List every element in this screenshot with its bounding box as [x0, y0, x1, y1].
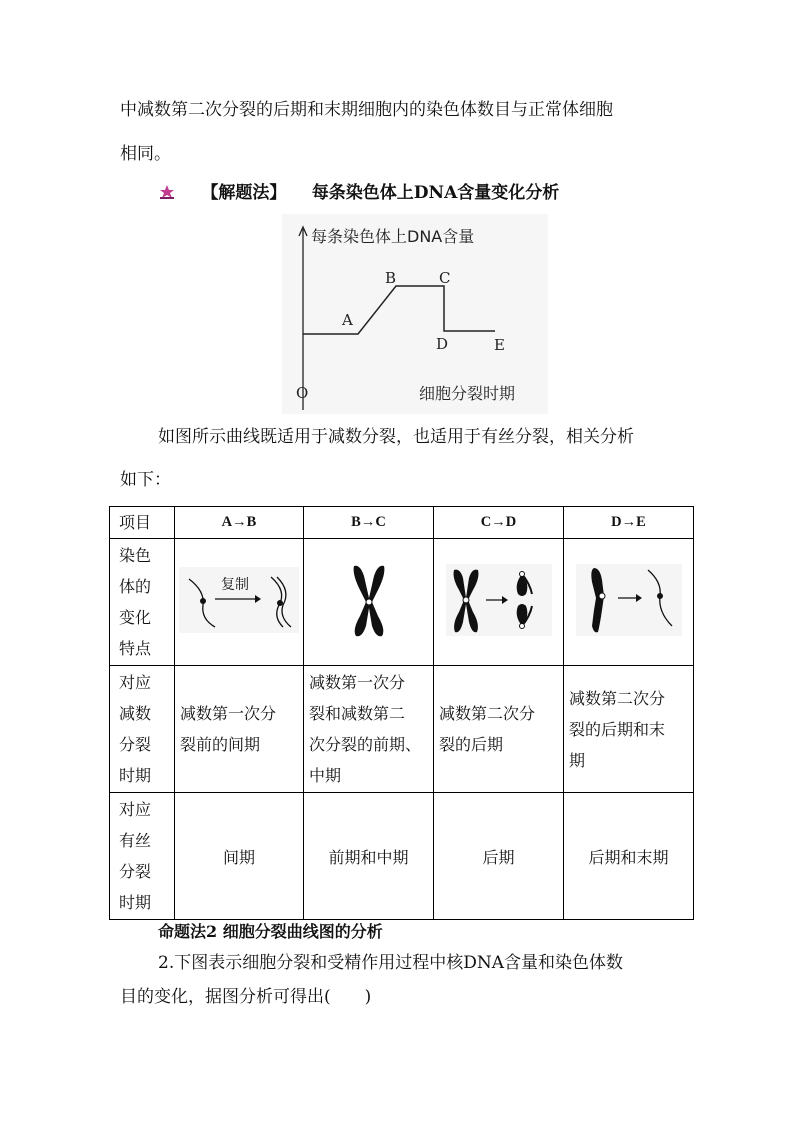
paragraph-line-2: 如下： — [120, 470, 171, 490]
method-heading — [158, 181, 559, 205]
meiosis-ab — [175, 666, 304, 793]
label-line: 体的 — [119, 577, 152, 596]
replication-diagram — [179, 565, 299, 635]
label-line: 染色 — [119, 546, 152, 565]
dna-content-figure — [282, 214, 548, 414]
row-label-features — [110, 539, 175, 666]
cell-line: 裂的后期和末 — [569, 719, 666, 739]
mitosis-bc: 前期和中期 — [304, 793, 434, 920]
chromosome-split-icon — [574, 560, 684, 640]
cell-line: 减数第一次分 — [309, 673, 406, 692]
mitosis-de: 后期和末期 — [564, 793, 694, 920]
label-line: 分裂 — [119, 735, 152, 754]
point-c: C — [439, 269, 451, 287]
mitosis-ab: 间期 — [175, 793, 304, 920]
cell-line: 减数第一次分 — [180, 704, 277, 723]
feature-de — [564, 539, 694, 666]
table-row-mitosis — [110, 793, 694, 920]
question-line-1: 2.下图表示细胞分裂和受精作用过程中核DNA含量和染色体数 — [158, 953, 624, 973]
intro-line-1: 中减数第二次分裂的后期和末期细胞内的染色体数目与正常体细胞 — [120, 100, 613, 120]
cell-line: 裂和减数第二 — [309, 704, 406, 723]
point-b: B — [385, 269, 397, 287]
cell-line: 裂前的间期 — [180, 735, 261, 754]
feature-bc — [304, 539, 434, 666]
point-e: E — [494, 336, 505, 354]
y-axis-label: 每条染色体上DNA含量 — [311, 227, 475, 246]
x-axis-label: 细胞分裂时期 — [419, 384, 516, 403]
label-line: 对应 — [119, 800, 152, 819]
label-line: 时期 — [119, 893, 152, 912]
header-de: D→E — [564, 507, 694, 539]
label-line: 分裂 — [119, 862, 152, 881]
method-label: 【解题法】 — [201, 183, 287, 203]
label-line: 对应 — [119, 673, 152, 692]
header-item: 项目 — [110, 507, 175, 539]
label-line: 时期 — [119, 766, 152, 785]
feature-cd — [434, 539, 564, 666]
meiosis-de — [564, 666, 694, 793]
label-line: 有丝 — [119, 831, 152, 850]
cell-line: 裂的后期 — [439, 735, 504, 754]
label-line: 特点 — [119, 639, 152, 658]
cell-line: 减数第二次分 — [569, 688, 666, 708]
origin-label: O — [296, 384, 309, 402]
cell-line: 期 — [569, 750, 586, 770]
point-a: A — [342, 311, 353, 329]
chromosome-x-icon — [334, 560, 404, 640]
feature-ab — [175, 539, 304, 666]
question-section-title: 命题法2 细胞分裂曲线图的分析 — [158, 922, 383, 941]
paragraph-line-1: 如图所示曲线既适用于减数分裂，也适用于有丝分裂，相关分析 — [158, 427, 634, 447]
label-line: 变化 — [119, 608, 152, 627]
analysis-table — [109, 506, 694, 920]
mitosis-cd: 后期 — [434, 793, 564, 920]
intro-line-2: 相同。 — [120, 144, 171, 164]
method-title: 每条染色体上DNA含量变化分析 — [311, 183, 560, 203]
replicate-label: 复制 — [221, 577, 249, 593]
row-label-mitosis — [110, 793, 175, 920]
cell-line: 减数第二次分 — [439, 704, 536, 723]
gold-icon — [158, 184, 176, 200]
header-bc: B→C — [304, 507, 434, 539]
chromatid-separation-icon — [444, 560, 554, 640]
header-cd: C→D — [434, 507, 564, 539]
header-ab: A→B — [175, 507, 304, 539]
table-row-features — [110, 539, 694, 666]
point-d: D — [436, 335, 449, 353]
meiosis-bc — [304, 666, 434, 793]
row-label-meiosis — [110, 666, 175, 793]
label-line: 减数 — [119, 704, 152, 723]
cell-line: 次分裂的前期、 — [309, 735, 422, 754]
meiosis-cd — [434, 666, 564, 793]
cell-line: 中期 — [309, 766, 342, 785]
table-row-meiosis — [110, 666, 694, 793]
table-header-row — [110, 507, 694, 539]
question-line-2: 目的变化，据图分析可得出( ) — [120, 987, 372, 1007]
